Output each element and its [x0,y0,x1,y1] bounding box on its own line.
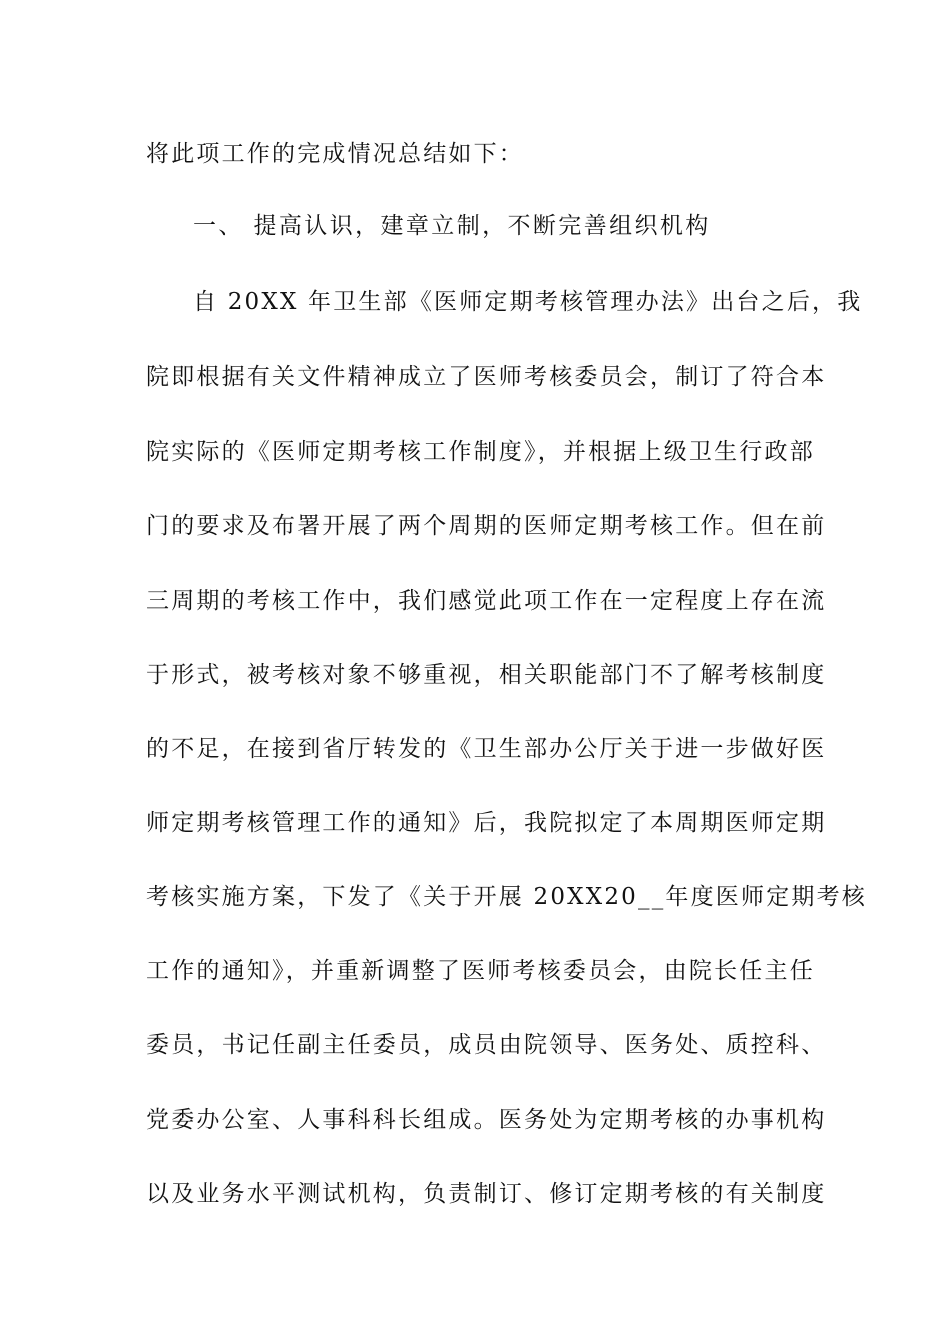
section-heading: 一、 提高认识，建章立制，不断完善组织机构 [193,213,711,239]
text-line-10: 师定期考核管理工作的通知》后，我院拟定了本周期医师定期 [146,810,827,836]
text-line-4: 院即根据有关文件精神成立了医师考核委员会，制订了符合本 [146,364,827,390]
text-line-7: 三周期的考核工作中，我们感觉此项工作在一定程度上存在流 [146,588,827,614]
text-line-11: 考核实施方案，下发了《关于开展 20XX20__年度医师定期考核 [146,884,867,910]
text-line-3: 自 20XX 年卫生部《医师定期考核管理办法》出台之后，我 [193,289,863,315]
text-line-9: 的不足，在接到省厅转发的《卫生部办公厅关于进一步做好医 [146,736,827,762]
text-line-1: 将此项工作的完成情况总结如下： [146,141,524,167]
text-line-13: 委员，书记任副主任委员，成员由院领导、医务处、质控科、 [146,1032,827,1058]
text-line-8: 于形式，被考核对象不够重视，相关职能部门不了解考核制度 [146,662,827,688]
text-line-15: 以及业务水平测试机构，负责制订、修订定期考核的有关制度 [146,1181,827,1207]
text-line-6: 门的要求及布署开展了两个周期的医师定期考核工作。但在前 [146,513,827,539]
text-line-5: 院实际的《医师定期考核工作制度》，并根据上级卫生行政部 [146,439,815,465]
text-line-12: 工作的通知》，并重新调整了医师考核委员会，由院长任主任 [146,958,815,984]
text-line-14: 党委办公室、人事科科长组成。医务处为定期考核的办事机构 [146,1107,827,1133]
